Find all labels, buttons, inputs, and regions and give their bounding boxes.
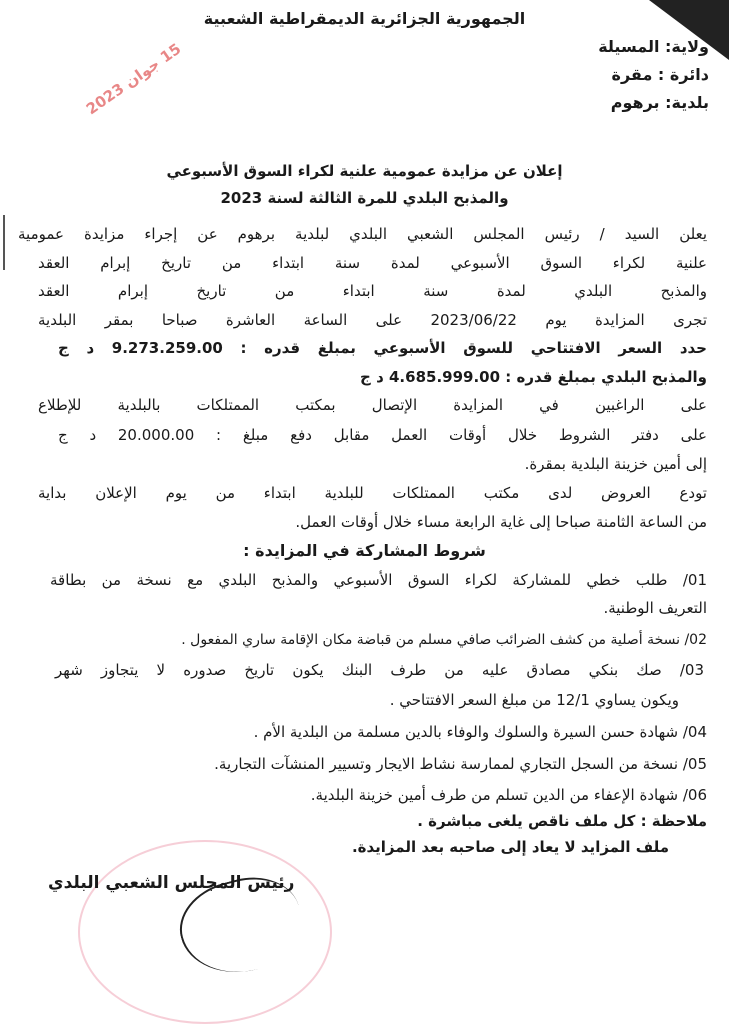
- body-line-opening-price-slaughterhouse: والمذبح البلدي بمبلغ قدره : 4.685.999.00 د ج: [360, 368, 707, 386]
- body-line: تجرى المزايدة يوم 2023/06/22 على الساعة العاشرة صباحا بمقر البلدية: [38, 311, 707, 329]
- announcement-title-line2: والمذبح البلدي للمرة الثالثة لسنة 2023: [220, 189, 509, 207]
- condition-item: 05/ نسخة من السجل التجاري لممارسة نشاط الايجار وتسيير المنشآت التجارية.: [214, 755, 707, 773]
- announcement-title-line1: إعلان عن مزايدة عمومية علنية لكراء السوق الأسبوعي: [166, 162, 563, 180]
- condition-item: 02/ نسخة أصلية من كشف الضرائب صافي مسلم من قباضة مكان الإقامة ساري المفعول .: [181, 632, 707, 648]
- body-line: يعلن السيد / رئيس المجلس الشعبي البلدي لبلدية برهوم عن إجراء مزايدة عمومية: [18, 225, 707, 243]
- baladiya-label: بلدية: برهوم: [610, 93, 709, 112]
- scan-edge-mark: [3, 215, 5, 270]
- note-file-not-returned: ملف المزايد لا يعاد إلى صاحبه بعد المزايدة.: [351, 838, 669, 856]
- condition-item: التعريف الوطنية.: [603, 599, 707, 617]
- daira-label: دائرة : مقرة: [611, 65, 709, 84]
- wilaya-label: ولاية: المسيلة: [598, 37, 709, 56]
- body-line-fee: على دفتر الشروط خلال أوقات العمل مقابل دفع مبلغ : 20.000.00 د ج: [58, 426, 707, 444]
- body-line: إلى أمين خزينة البلدية بمقرة.: [524, 455, 707, 473]
- body-line: والمذبح البلدي لمدة سنة ابتداء من تاريخ إبرام العقد: [38, 282, 707, 300]
- body-line-opening-price-market: حدد السعر الافتتاحي للسوق الأسبوعي بمبلغ قدره : 9.273.259.00 د ج: [58, 339, 707, 357]
- condition-item: 03/ صك بنكي مصادق عليه من طرف البنك يكون تاريخ صدوره لا يتجاوز شهر: [55, 661, 704, 679]
- body-line: تودع العروض لدى مكتب الممتلكات للبلدية ابتداء من يوم الإعلان بداية: [38, 484, 707, 502]
- body-line: علنية لكراء السوق الأسبوعي لمدة سنة ابتداء من تاريخ إبرام العقد: [38, 254, 707, 272]
- conditions-heading: شروط المشاركة في المزايدة :: [243, 541, 486, 560]
- note-incomplete-file: ملاحظة : كل ملف ناقص يلغى مباشرة .: [417, 812, 707, 830]
- date-stamp: 15 جوان 2023: [82, 39, 185, 119]
- signatory-title: رئيس المجلس الشعبي البلدي: [48, 873, 295, 893]
- condition-item: 04/ شهادة حسن السيرة والسلوك والوفاء بالدين مسلمة من البلدية الأم .: [253, 723, 707, 741]
- body-line: من الساعة الثامنة صباحا إلى غاية الرابعة مساء خلال أوقات العمل.: [295, 513, 707, 531]
- body-line: على الراغبين في المزايدة الإتصال بمكتب الممتلكات بالبلدية للإطلاع: [38, 396, 707, 414]
- condition-item: 06/ شهادة الإعفاء من الدين تسلم من طرف أمين خزينة البلدية.: [310, 786, 707, 804]
- condition-item: 01/ طلب خطي للمشاركة لكراء السوق الأسبوعي والمذبح البلدي مع نسخة من بطاقة: [50, 571, 707, 589]
- condition-item: ويكون يساوي 12/1 من مبلغ السعر الافتتاحي .: [389, 691, 679, 709]
- republic-header: الجمهورية الجزائرية الديمقراطية الشعبية: [203, 9, 526, 28]
